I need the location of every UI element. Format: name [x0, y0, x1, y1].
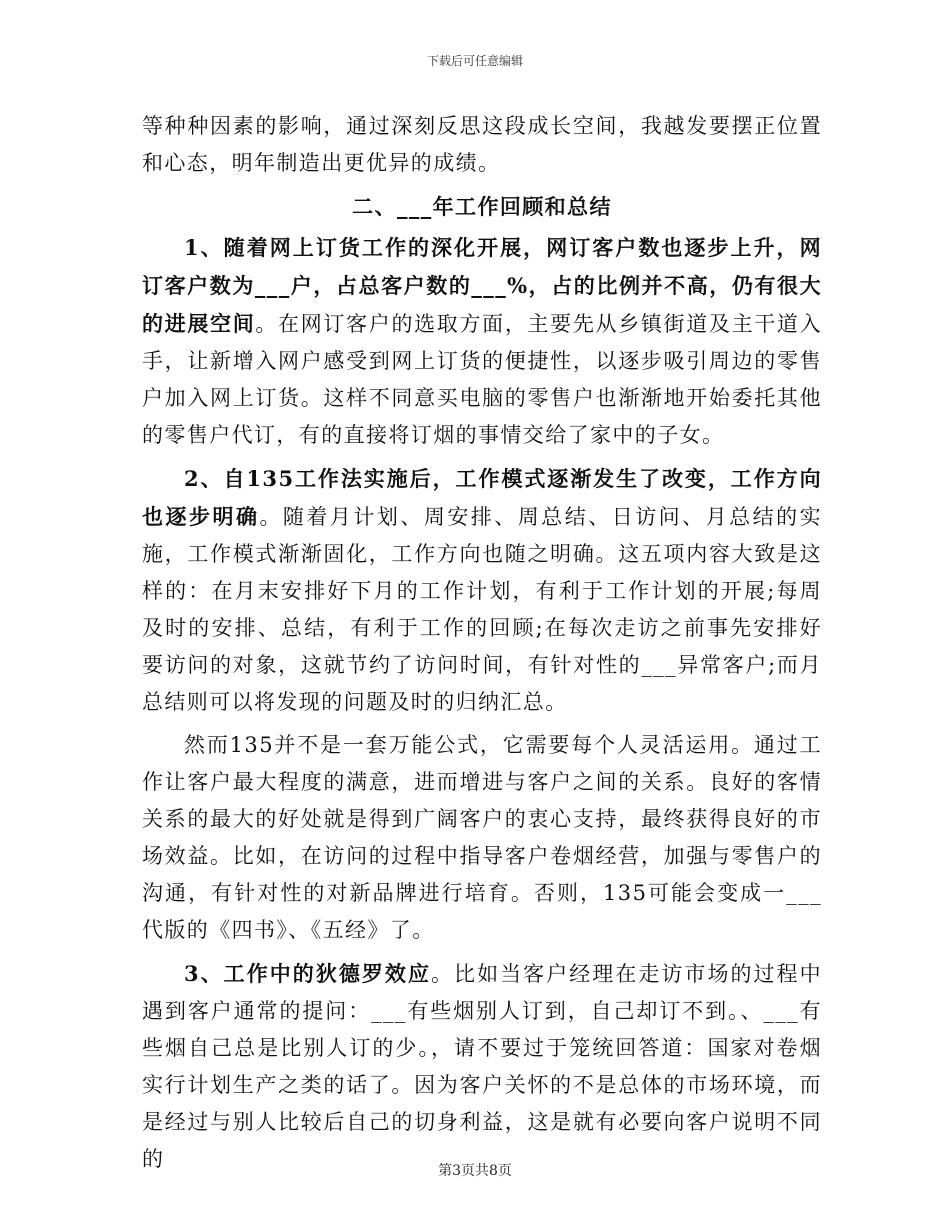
paragraph-2-body: 。随着月计划、周安排、周总结、日访问、月总结的实施，工作模式渐渐固化，工作方向也随之明确。这五项内容大致是这样的：在月末安排好下月的工作计划，有利于工作计划的开展;每周及时的安排、总结，有利于工作的回顾;在每次走访之前事先安排好要访问的对象，这就节约了访问时间，有针对性的___异常客户;而月总结则可以将发现的问题及时的归纳汇总。 [142, 505, 822, 714]
paragraph-4-lead: 3、工作中的狄德罗效应 [184, 961, 432, 986]
paragraph-3: 然而135并不是一套万能公式，它需要每个人灵活运用。通过工作让客户最大程度的满意，进而增进与客户之间的关系。良好的客情关系的最大的好处就是得到广阔客户的衷心支持，最终获得良好的市场效益。比如，在访问的过程中指导客户卷烟经营，加强与零售户的沟通，有针对性的对新品牌进行培育。否则，135可能会变成一___代版的《四书》、《五经》了。 [142, 733, 822, 942]
document-body [142, 108, 822, 1184]
paragraph-1-lead: 1、随着网上订货工作的深化开展，网订客户数也逐步上升，网订客户数为___户，占总客户数的___%，占的比例并不高，仍有很大的进展空间 [142, 235, 822, 336]
paragraph-intro: 等种种因素的影响，通过深刻反思这段成长空间，我越发要摆正位置和心态，明年制造出更优异的成绩。 [142, 114, 822, 175]
page-indicator: 第3页共8页 [438, 1163, 512, 1179]
header-note: 下载后可任意编辑 [426, 54, 523, 68]
paragraph-1 [142, 229, 822, 454]
section-heading: 二、___年工作回顾和总结 [352, 194, 612, 219]
paragraph-2 [142, 460, 822, 721]
paragraph-4-body: 。比如当客户经理在走访市场的过程中遇到客户通常的提问：___有些烟别人订到，自己却订不到。、___有些烟自己总是比别人订的少。，请不要过于笼统回答道：国家对卷烟实行计划生产之类的话了。因为客户关怀的不是总体的市场环境，而是经过与别人比较后自己的切身利益，这是就有必要向客户说明不同的 [142, 962, 822, 1171]
paragraph-4 [142, 955, 822, 1178]
paragraph-1-body: 。在网订客户的选取方面，主要先从乡镇街道及主干道入手，让新增入网户感受到网上订货的便捷性，以逐步吸引周边的零售户加入网上订货。这样不同意买电脑的零售户也渐渐地开始委托其他的零售户代订，有的直接将订烟的事情交给了家中的子女。 [142, 312, 823, 447]
paragraph-2-lead: 2、自135工作法实施后，工作模式逐渐发生了改变，工作方向也逐步明确 [142, 466, 822, 529]
